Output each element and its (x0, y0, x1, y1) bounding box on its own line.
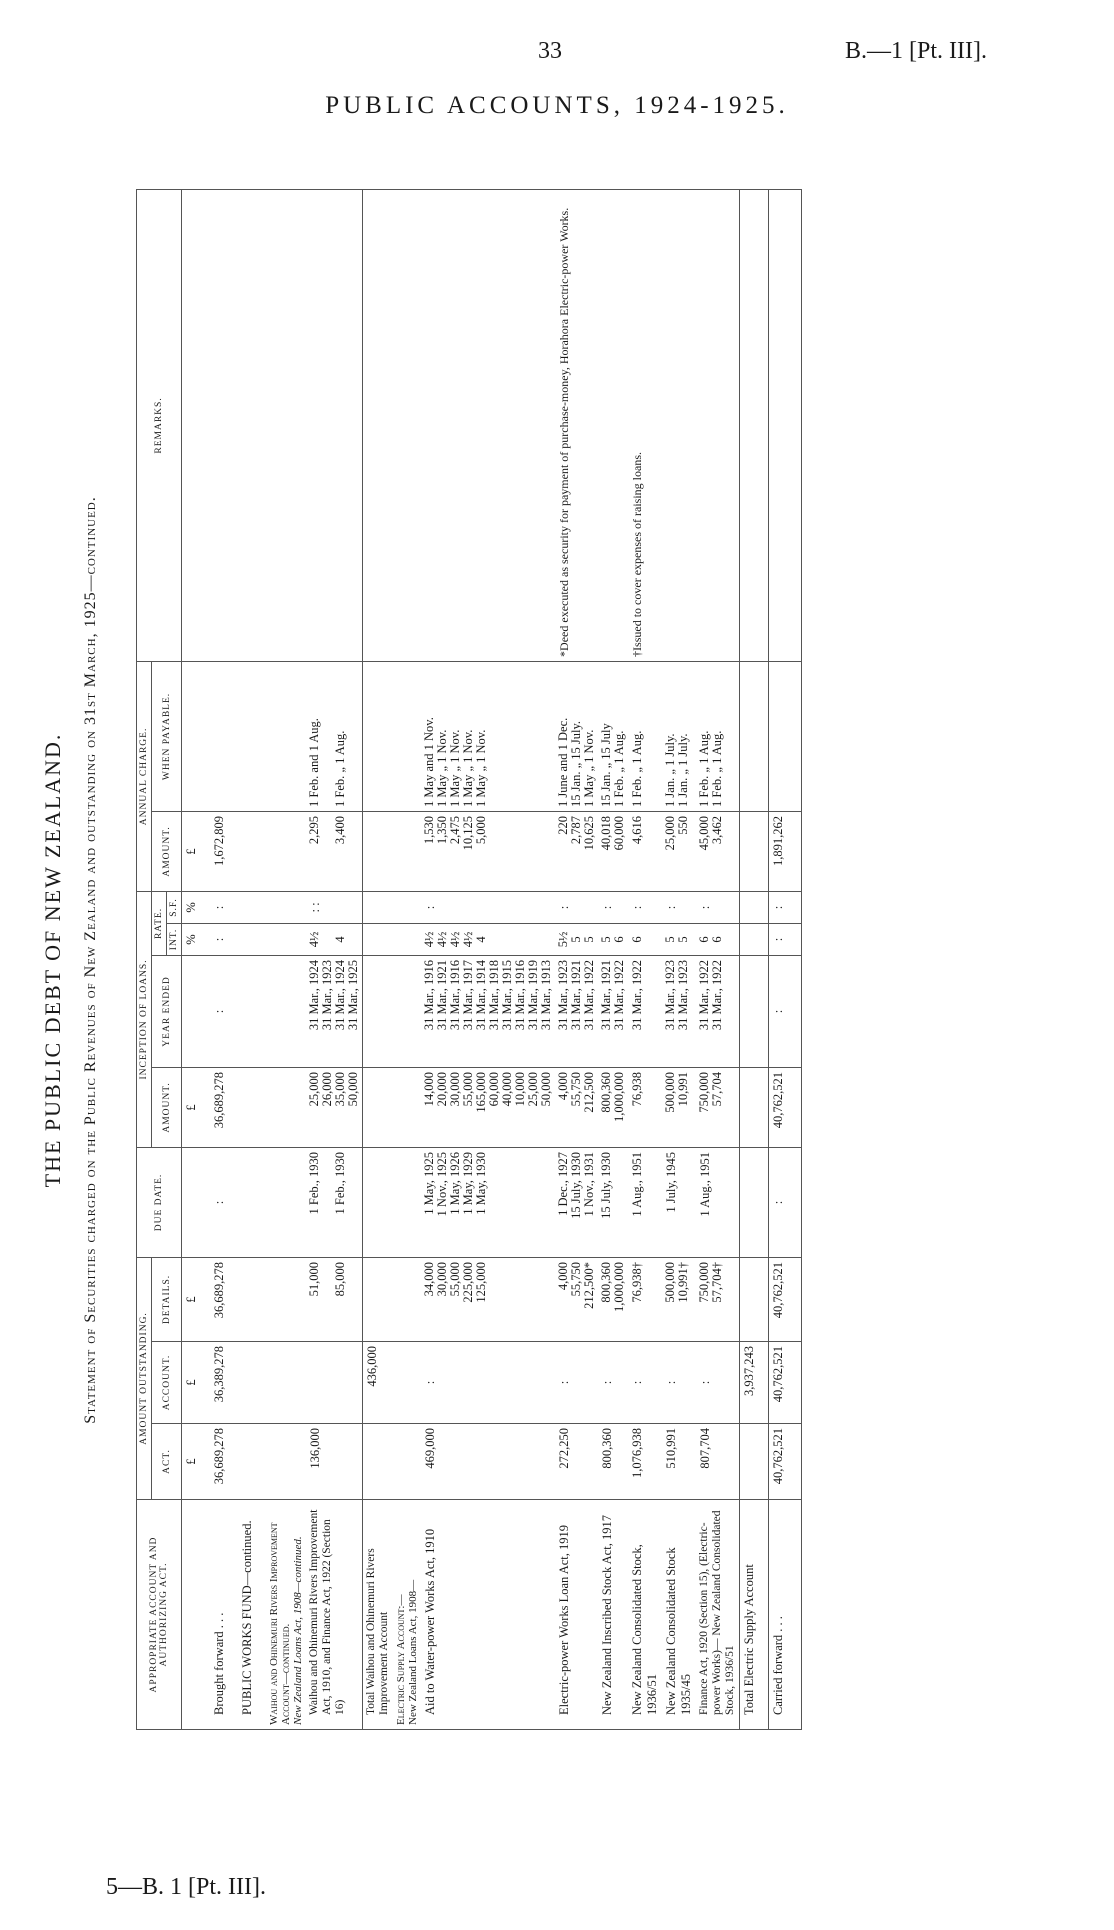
cell-when-payable (306, 661, 363, 811)
cell-annual-amount: 45,000 3,462 (696, 811, 740, 891)
table-row (628, 189, 662, 1729)
cell-remarks: †Issued to cover expenses of raising loans. (628, 189, 662, 661)
cell-amount: 40,762,521 (769, 1067, 802, 1147)
cell-sf: : : (306, 891, 363, 923)
table-row-total (740, 189, 769, 1729)
cell-annual-amount: 1,672,809 (210, 811, 238, 891)
cell-details (306, 1257, 363, 1341)
cell-due-value: 1 Feb., 1930 (307, 1151, 321, 1215)
cell-act: 807,704 (696, 1424, 740, 1500)
cell-due: 1 May, 1925 1 Nov., 1925 1 May, 1926 1 May, 1929 1 May, 1930 (421, 1147, 555, 1257)
table-row (555, 189, 598, 1729)
cell-int: 5½ 5 5 (555, 923, 598, 955)
cell-act: 469,000 (421, 1424, 555, 1500)
cell-due-value: 1 Feb., 1930 (333, 1151, 347, 1215)
cell-when-payable: 1 Jan. „ 1 July. 1 Jan. „ 1 July. (662, 661, 696, 811)
cell-when-payable: 1 May and 1 Nov. 1 May „ 1 Nov. 1 May „ 1 Nov. 1 May „ 1 Nov. 1 May „ 1 Nov. (421, 661, 555, 811)
cell-account: : (628, 1342, 662, 1424)
cell-act: 510,991 (662, 1424, 696, 1500)
header-annual-charge: ANNUAL CHARGE. (137, 661, 152, 891)
cell-int: : (769, 923, 802, 955)
cell-when-payable: 1 June and 1 Dec. 15 Jan. „ 15 July. 1 May „ 1 Nov. (555, 661, 598, 811)
unit-cell: £ (182, 1424, 211, 1500)
cell-sf: : (769, 891, 802, 923)
cell-account: 36,389,278 (210, 1342, 238, 1424)
cell-when-payable: 1 Feb. „ 1 Aug. 1 Feb. „ 1 Aug. (696, 661, 740, 811)
cell-amount: 4,000 55,750 212,500 (555, 1067, 598, 1147)
cell-act: 136,000 (306, 1424, 363, 1500)
cell-year: 31 Mar., 1916 31 Mar., 1921 31 Mar., 1916 31 Mar., 1917 31 Mar., 1914 31 Mar., 1918 31 Mar., 1915 31 Mar., 1916 31 Mar., 1919 31 Mar., 1913 (421, 955, 555, 1067)
cell-annual-amount (306, 811, 363, 891)
cell-when-payable: 1 Feb. „ 1 Aug. (628, 661, 662, 811)
row-label: Total Waihou and Ohinemuri Rivers Improvement Account (363, 1500, 394, 1730)
cell-annual-amount: 4,616 (628, 811, 662, 891)
section-title: PUBLIC WORKS FUND—continued. (240, 1520, 254, 1715)
cell-sf: : (696, 891, 740, 923)
cell-sf: : (210, 891, 238, 923)
cell-int: 4½ 4½ 4½ 4½ 4 (421, 923, 555, 955)
cell-year: 31 Mar., 1923 31 Mar., 1921 31 Mar., 1922 (555, 955, 598, 1067)
cell-due: 1 Dec., 1927 15 July, 1930 1 Nov., 1931 (555, 1147, 598, 1257)
cell-remarks: *Deed executed as security for payment of purchase-money, Horahora Electric-power Works. (555, 189, 598, 661)
page-number: 33 (538, 38, 562, 64)
cell-amount (306, 1067, 363, 1147)
public-debt-table (136, 189, 802, 1730)
row-label: New Zealand Inscribed Stock Act, 1917 (598, 1500, 628, 1730)
unit-cell: £ (182, 1257, 211, 1341)
table-row-section (238, 189, 266, 1729)
subsection-heading (393, 1500, 421, 1730)
cell-annual-value: 3,400 (333, 815, 347, 845)
row-label: Electric-power Works Loan Act, 1919 (555, 1500, 598, 1730)
cell-due: 1 Aug., 1951 (696, 1147, 740, 1257)
table-row-section (266, 189, 306, 1729)
unit-cell: £ (182, 1067, 211, 1147)
cell-amount-value: 35,000 50,000 (333, 1071, 360, 1107)
cell-sf: : (421, 891, 555, 923)
cell-int: : (210, 923, 238, 955)
unit-cell: % (182, 891, 211, 923)
page-title: PUBLIC ACCOUNTS, 1924-1925. (325, 92, 789, 119)
cell-int-value: 4 (333, 936, 347, 943)
act-title: New Zealand Loans Act, 1908—continued. (292, 1536, 304, 1725)
header-year-ended: YEAR ENDED (152, 955, 182, 1067)
row-label: Aid to Water-power Works Act, 1910 (421, 1500, 555, 1730)
header-inception: INCEPTION OF LOANS. (137, 891, 152, 1147)
table-row (306, 189, 363, 1729)
cell-act: 1,076,938 (628, 1424, 662, 1500)
cell-year: 31 Mar., 1921 31 Mar., 1922 (598, 955, 628, 1067)
leader-dots: . . . (771, 1616, 785, 1632)
cell-account: : (421, 1342, 555, 1424)
cell-details: 40,762,521 (769, 1257, 802, 1341)
header-details-col: DETAILS. (152, 1257, 182, 1341)
subsection-heading (266, 1500, 306, 1730)
header-int: INT. (167, 923, 182, 955)
cell-when-value: 1 Feb. and 1 Aug. (307, 718, 321, 807)
cell-amount: 750,000 57,704 (696, 1067, 740, 1147)
table-row-total (363, 189, 394, 1729)
row-label: New Zealand Consolidated Stock, 1936/51 (628, 1500, 662, 1730)
cell-year: 31 Mar., 1922 31 Mar., 1922 (696, 955, 740, 1067)
subsection-title: Electric Supply Account:— (395, 1594, 407, 1725)
row-label: Carried forward (771, 1634, 785, 1715)
cell-when-payable: 15 Jan. „ 15 July 1 Feb. „ 1 Aug. (598, 661, 628, 811)
unit-cell: £ (182, 811, 211, 891)
leader-dots: . . . (212, 1612, 226, 1629)
cell-sf: : (628, 891, 662, 923)
cell-int-value: 4½ (307, 931, 321, 948)
cell-year-value: 31 Mar., 1924 31 Mar., 1923 (307, 959, 334, 1031)
table-row-units (182, 189, 211, 1729)
cell-amount: 800,360 1,000,000 (598, 1067, 628, 1147)
table-row (421, 189, 555, 1729)
cell-annual-amount: 220 2,787 10,625 (555, 811, 598, 891)
cell-sf: : (662, 891, 696, 923)
cell-due: 1 July, 1945 (662, 1147, 696, 1257)
act-title: New Zealand Loans Act, 1908— (407, 1579, 419, 1725)
cell-due: : (769, 1147, 802, 1257)
table-heading: THE PUBLIC DEBT OF NEW ZEALAND. (40, 732, 65, 1188)
document-reference: B.—1 [Pt. III]. (845, 38, 987, 64)
table-row-carried-forward (769, 189, 802, 1729)
header-remarks: REMARKS. (137, 189, 182, 661)
cell-details: 800,360 1,000,000 (598, 1257, 628, 1341)
cell-details: 750,000 57,704† (696, 1257, 740, 1341)
cell-details: 76,938† (628, 1257, 662, 1341)
header-due-date: DUE DATE. (137, 1147, 182, 1257)
cell-due (306, 1147, 363, 1257)
cell-account: : (696, 1342, 740, 1424)
row-label: Total Electric Supply Account (740, 1500, 769, 1730)
rotated-table-block (40, 130, 1080, 1790)
cell-details-value: 85,000 (333, 1261, 347, 1297)
cell-int: 6 (628, 923, 662, 955)
cell-year-value: 31 Mar., 1924 31 Mar., 1925 (333, 959, 360, 1031)
cell-when-value: 1 Feb. „ 1 Aug. (333, 730, 347, 807)
cell-annual-amount: 25,000 550 (662, 811, 696, 891)
cell-sf: : (555, 891, 598, 923)
cell-due: 1 Aug., 1951 (628, 1147, 662, 1257)
header-when-payable: WHEN PAYABLE. (152, 661, 182, 811)
cell-act: 36,689,278 (210, 1424, 238, 1500)
header-sf: S.F. (167, 891, 182, 923)
cell-act: 40,762,521 (769, 1424, 802, 1500)
row-label: New Zealand Consolidated Stock 1935/45 (662, 1500, 696, 1730)
cell-year (306, 955, 363, 1067)
table-row-section (393, 189, 421, 1729)
cell-int: 5 6 (598, 923, 628, 955)
row-label: Finance Act, 1920 (Section 15), (Electric-power Works)— New Zealand Consolidated Stock, 1936/51 (696, 1500, 740, 1730)
table-row (598, 189, 628, 1729)
table-row-brought-forward (210, 189, 238, 1729)
table-row (662, 189, 696, 1729)
table-subheading: Statement of Securities charged on the Public Revenues of New Zealand and outstanding on 31st March, 1925—continued. (82, 496, 99, 1424)
cell-details: 36,689,278 (210, 1257, 238, 1341)
page-footer: 5—B. 1 [Pt. III]. (106, 1874, 266, 1900)
cell-account: 3,937,243 (740, 1342, 769, 1424)
cell-account: : (555, 1342, 598, 1424)
cell-year: : (210, 955, 238, 1067)
unit-cell: £ (182, 1342, 211, 1424)
header-act: APPROPRIATE ACCOUNT AND AUTHORIZING ACT. (137, 1500, 182, 1730)
cell-int: 5 5 (662, 923, 696, 955)
cell-year: 31 Mar., 1923 31 Mar., 1923 (662, 955, 696, 1067)
header-act-col: ACT. (152, 1424, 182, 1500)
table-row (696, 189, 740, 1729)
cell-details-value: 51,000 (307, 1261, 321, 1297)
cell-amount: 36,689,278 (210, 1067, 238, 1147)
cell-annual-value: 2,295 (307, 815, 321, 845)
cell-amount: 500,000 10,991 (662, 1067, 696, 1147)
row-label: Waihou and Ohinemuri Rivers Improvement Act, 1910, and Finance Act, 1922 (Section 16) (306, 1500, 363, 1730)
cell-amount: 76,938 (628, 1067, 662, 1147)
cell-annual-amount: 1,530 1,350 2,475 10,125 5,000 (421, 811, 555, 891)
header-charge-amount: AMOUNT. (152, 811, 182, 891)
cell-due: : (210, 1147, 238, 1257)
cell-amount-value: 25,000 26,000 (307, 1071, 334, 1107)
cell-annual-amount: 1,891,262 (769, 811, 802, 891)
header-amount-outstanding: AMOUNT OUTSTANDING. (137, 1257, 152, 1499)
subsection-title: Waihou and Ohinemuri Rivers Improvement Account—continued. (268, 1522, 292, 1725)
cell-act: 800,360 (598, 1424, 628, 1500)
cell-year: 31 Mar., 1922 (628, 955, 662, 1067)
cell-annual-amount: 40,018 60,000 (598, 811, 628, 891)
cell-int (306, 923, 363, 955)
cell-account: 436,000 (363, 1342, 394, 1424)
cell-int: 6 6 (696, 923, 740, 955)
cell-details: 34,000 30,000 55,000 225,000 125,000 (421, 1257, 555, 1341)
cell-year: : (769, 955, 802, 1067)
header-account-col: ACCOUNT. (152, 1342, 182, 1424)
unit-cell: % (182, 923, 211, 955)
cell-act: 272,250 (555, 1424, 598, 1500)
cell-details: 500,000 10,991† (662, 1257, 696, 1341)
cell-amount: 14,000 20,000 30,000 55,000 165,000 60,000 40,000 10,000 25,000 50,000 (421, 1067, 555, 1147)
cell-due: 15 July, 1930 (598, 1147, 628, 1257)
cell-account: : (598, 1342, 628, 1424)
cell-account: : (662, 1342, 696, 1424)
cell-details: 4,000 55,750 212,500* (555, 1257, 598, 1341)
header-inception-amount: AMOUNT. (152, 1067, 182, 1147)
header-rate: RATE. (152, 891, 167, 955)
section-heading (238, 1500, 266, 1730)
row-label: Brought forward (212, 1631, 226, 1715)
cell-account: 40,762,521 (769, 1342, 802, 1424)
cell-sf: : (598, 891, 628, 923)
